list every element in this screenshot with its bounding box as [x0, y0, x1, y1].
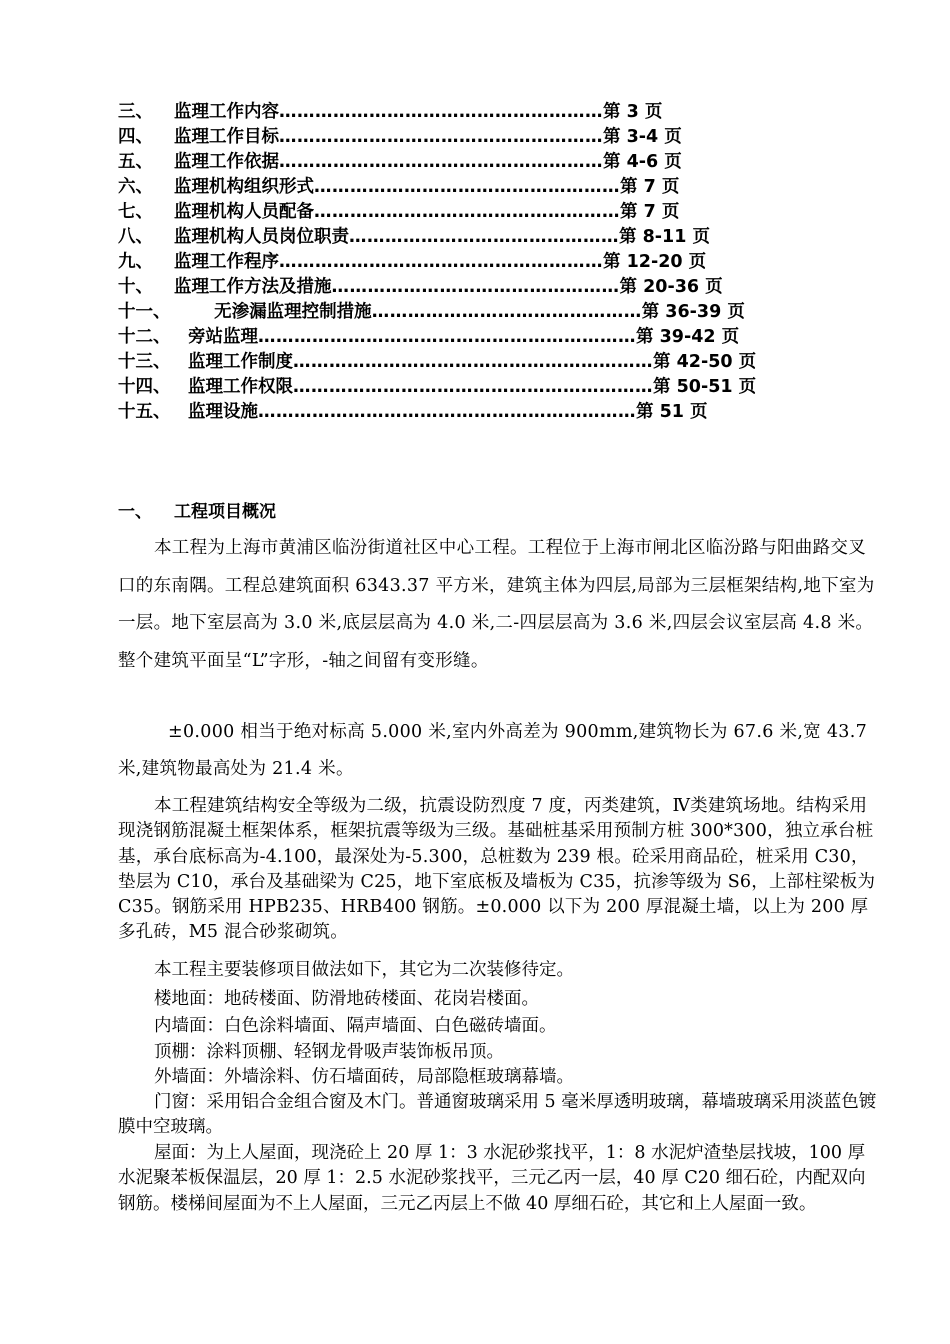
paragraph-inner-walls: 内墙面：白色涂料墙面、隔声墙面、白色磁砖墙面。	[154, 1016, 557, 1036]
toc-page: 第 7 页	[620, 202, 680, 222]
toc-leader: ……………………………………………	[314, 202, 620, 222]
toc-leader: ……………………………………………	[314, 177, 620, 197]
paragraph-elevation: ±0.000 相当于绝对标高 5.000 米,室内外高差为 900mm,建筑物长为 67.6 米,宽 43.7 米,建筑物最高处为 21.4 米。	[118, 722, 868, 779]
toc-page: 第 8-11 页	[619, 227, 710, 247]
toc-number: 四、	[118, 127, 153, 147]
toc-row	[118, 350, 838, 375]
toc-leader: ………………………………………	[371, 302, 642, 322]
toc-leader: ……………………………………………………	[293, 352, 653, 372]
toc-row	[118, 375, 838, 400]
table-of-contents	[118, 100, 838, 425]
toc-number: 十五、	[118, 402, 171, 422]
toc-title: 监理机构人员配备	[174, 202, 314, 222]
paragraph-structure: 本工程建筑结构安全等级为二级，抗震设防烈度 7 度，丙类建筑，Ⅳ类建筑场地。结构采用现浇钢筋混凝土框架体系，框架抗震等级为三级。基础桩基采用预制方桩 300*300，独立承台桩基，承台底标高为-4.100，最深处为-5.300，总桩数为 239 根。砼采用商品砼，桩采用 C30，垫层为 C10，承台及基础梁为 C25，地下室底板及墙板为 C35，抗渗等级为 S6，上部柱梁板为 C35。钢筋采用 HPB235、HRB400 钢筋。±0.000 以下为 200 厚混凝土墙，以上为 200 厚多孔砖，M5 混合砂浆砌筑。	[118, 796, 876, 943]
toc-row	[118, 225, 838, 250]
toc-row	[118, 175, 838, 200]
paragraph-roof: 屋面：为上人屋面，现浇砼上 20 厚 1：3 水泥砂浆找平，1：8 水泥炉渣垫层找坡，100 厚水泥聚苯板保温层，20 厚 1：2.5 水泥砂浆找平，三元乙丙一层，40 厚 C20 细石砼，内配双向钢筋。楼梯间屋面为不上人屋面，三元乙丙层上不做 40 厚细石砼，其它和上人屋面一致。	[118, 1143, 866, 1214]
paragraph-floors: 楼地面：地砖楼面、防滑地砖楼面、花岗岩楼面。	[154, 989, 539, 1009]
toc-number: 十四、	[118, 377, 171, 397]
toc-page: 第 39-42 页	[636, 327, 740, 347]
toc-number: 五、	[118, 152, 153, 172]
toc-page: 第 12-20 页	[603, 252, 707, 272]
toc-page: 第 4-6 页	[603, 152, 682, 172]
toc-title: 旁站监理	[188, 327, 258, 347]
toc-page: 第 42-50 页	[653, 352, 757, 372]
toc-title: 监理工作内容	[174, 102, 279, 122]
toc-title: 监理工作制度	[188, 352, 293, 372]
paragraph-ceilings: 顶棚：涂料顶棚、轻钢龙骨吸声装饰板吊顶。	[154, 1042, 504, 1062]
paragraph-finishes-intro: 本工程主要装修项目做法如下，其它为二次装修待定。	[154, 960, 574, 980]
toc-number: 十二、	[118, 327, 171, 347]
toc-title: 监理机构组织形式	[174, 177, 314, 197]
toc-title: 监理工作方法及措施	[174, 277, 332, 297]
toc-page: 第 7 页	[620, 177, 680, 197]
toc-leader: …………………………………………	[331, 277, 620, 297]
paragraph-outer-walls: 外墙面：外墙涂料、仿石墙面砖，局部隐框玻璃幕墙。	[154, 1067, 574, 1087]
toc-title: 无渗漏监理控制措施	[202, 302, 372, 322]
toc-row	[118, 125, 838, 150]
toc-number: 九、	[118, 252, 153, 272]
toc-row	[118, 200, 838, 225]
toc-title: 监理设施	[188, 402, 258, 422]
toc-page: 第 3 页	[603, 102, 663, 122]
toc-row	[118, 275, 838, 300]
toc-number: 十三、	[118, 352, 171, 372]
toc-title: 监理工作权限	[188, 377, 293, 397]
toc-row	[118, 100, 838, 125]
toc-title: 监理机构人员岗位职责	[174, 227, 349, 247]
toc-page: 第 36-39 页	[641, 302, 745, 322]
toc-number: 三、	[118, 102, 153, 122]
toc-title: 监理工作目标	[174, 127, 279, 147]
toc-row	[118, 300, 838, 325]
toc-row	[118, 400, 838, 425]
toc-page: 第 3-4 页	[603, 127, 682, 147]
toc-leader: ………………………………………	[349, 227, 619, 247]
toc-leader: ………………………………………………	[279, 102, 603, 122]
toc-leader: ………………………………………………	[279, 152, 603, 172]
section-number: 一、	[118, 502, 152, 522]
paragraph-overview: 本工程为上海市黄浦区临汾街道社区中心工程。工程位于上海市闸北区临汾路与阳曲路交叉口的东南隅。工程总建筑面积 6343.37 平方米，建筑主体为四层,局部为三层框架结构,地下室为一层。地下室层高为 3.0 米,底层层高为 4.0 米,二-四层层高为 3.6 米,四层会议室层高 4.8 米。整个建筑平面呈“L”字形，-轴之间留有变形缝。	[118, 538, 875, 671]
toc-page: 第 20-36 页	[619, 277, 723, 297]
toc-number: 十、	[118, 277, 153, 297]
toc-number: 十一、	[118, 302, 171, 322]
toc-number: 七、	[118, 202, 153, 222]
section-heading	[118, 497, 276, 522]
toc-title: 监理工作程序	[174, 252, 279, 272]
toc-number: 八、	[118, 227, 153, 247]
toc-leader: ………………………………………………………	[258, 327, 636, 347]
paragraph-doors-windows: 门窗：采用铝合金组合窗及木门。普通窗玻璃采用 5 毫米厚透明玻璃，幕墙玻璃采用淡蓝色镀膜中空玻璃。	[118, 1092, 877, 1138]
toc-row	[118, 325, 838, 350]
toc-number: 六、	[118, 177, 153, 197]
toc-row	[118, 250, 838, 275]
toc-leader: ………………………………………………	[279, 127, 603, 147]
toc-page: 第 50-51 页	[653, 377, 757, 397]
toc-leader: ……………………………………………………	[293, 377, 653, 397]
toc-leader: ………………………………………………	[279, 252, 603, 272]
toc-leader: ………………………………………………………	[258, 402, 636, 422]
toc-title: 监理工作依据	[174, 152, 279, 172]
section-title: 工程项目概况	[174, 502, 276, 522]
toc-page: 第 51 页	[636, 402, 708, 422]
toc-row	[118, 150, 838, 175]
